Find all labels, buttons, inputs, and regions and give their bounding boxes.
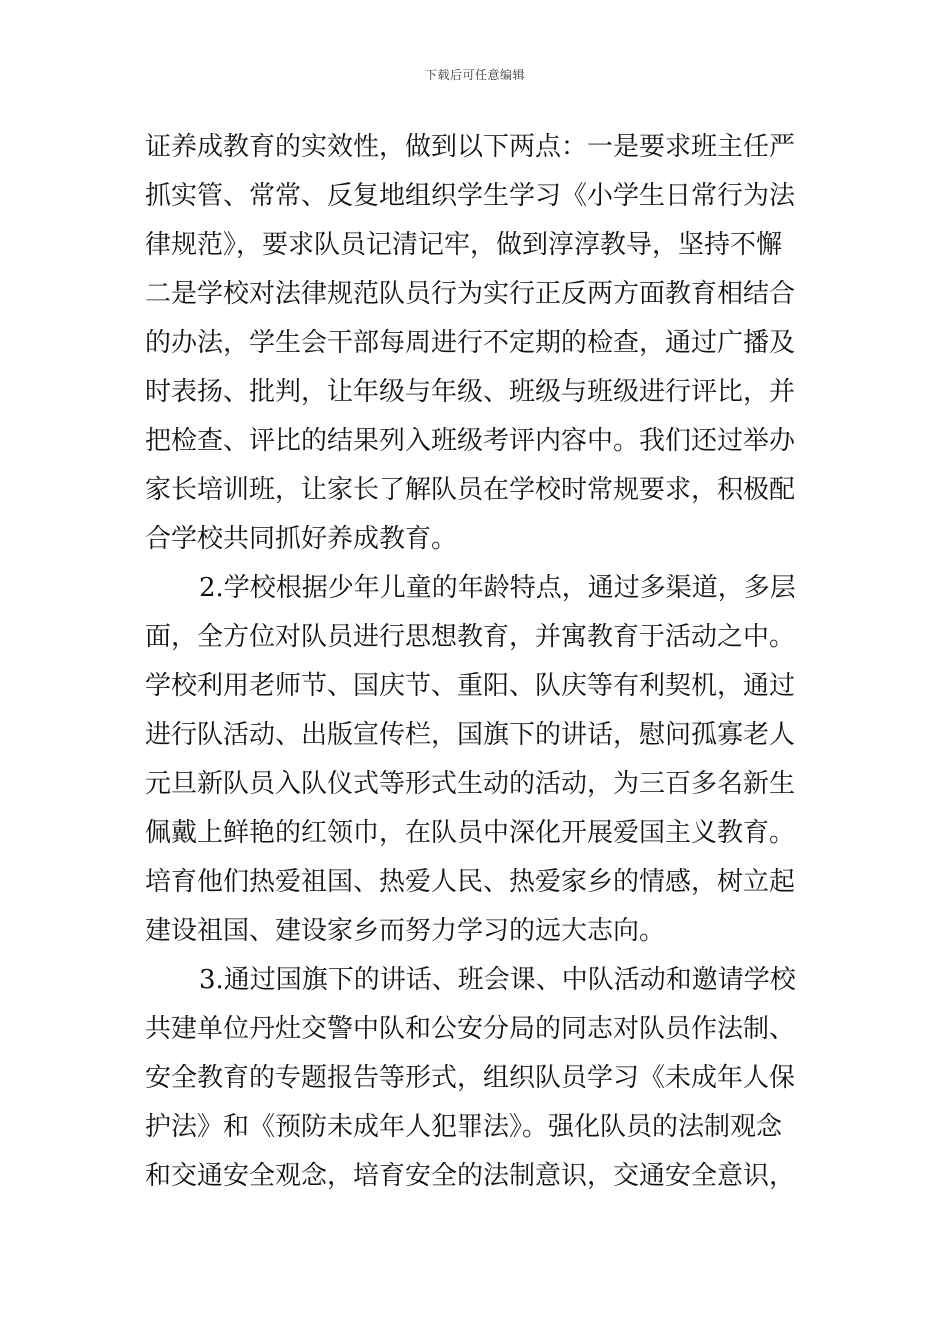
text-line: 把检查、评比的结果列入班级考评内容中。我们还过举办 (145, 426, 796, 456)
text-line: 元旦新队员入队仪式等形式生动的活动，为三百多名新生 (145, 769, 796, 799)
text-line: 面，全方位对队员进行思想教育，并寓教育于活动之中。 (145, 622, 796, 652)
text-line: 建设祖国、建设家乡而努力学习的远大志向。 (145, 916, 666, 946)
text-line: 和交通安全观念，培育安全的法制意识，交通安全意识， (145, 1161, 796, 1191)
body-text (145, 123, 810, 1201)
paragraph-3-start: 3.通过国旗下的讲话、班会课、中队活动和邀请学校 (199, 965, 796, 995)
text-line: 培育他们热爱祖国、热爱人民、热爱家乡的情感，树立起 (145, 867, 796, 897)
text-line: 二是学校对法律规范队员行为实行正反两方面教育相结合 (145, 279, 796, 309)
text-line: 证养成教育的实效性，做到以下两点：一是要求班主任严 (145, 132, 796, 162)
text-line: 时表扬、批判，让年级与年级、班级与班级进行评比，并 (145, 377, 796, 407)
text-line: 进行队活动、出版宣传栏，国旗下的讲话，慰问孤寡老人 (145, 720, 796, 750)
text-line: 护法》和《预防未成年人犯罪法》。强化队员的法制观念 (145, 1112, 783, 1142)
text-line: 安全教育的专题报告等形式，组织队员学习《未成年人保 (145, 1063, 796, 1093)
text-line: 合学校共同抓好养成教育。 (145, 524, 458, 554)
text-line: 学校利用老师节、国庆节、重阳、队庆等有利契机，通过 (145, 671, 796, 701)
header-note: 下载后可任意编辑 (424, 68, 525, 82)
text-line: 抓实管、常常、反复地组织学生学习《小学生日常行为法 (145, 181, 796, 211)
text-line: 佩戴上鲜艳的红领巾，在队员中深化开展爱国主义教育。 (145, 818, 796, 848)
text-line: 律规范》，要求队员记清记牢，做到淳淳教导，坚持不懈 (145, 230, 783, 260)
text-line: 共建单位丹灶交警中队和公安分局的同志对队员作法制、 (145, 1014, 796, 1044)
paragraph-2-start: 2.学校根据少年儿童的年龄特点，通过多渠道，多层 (199, 573, 796, 603)
text-line: 家长培训班，让家长了解队员在学校时常规要求，积极配 (145, 475, 796, 505)
text-line: 的办法，学生会干部每周进行不定期的检查，通过广播及 (145, 328, 796, 358)
